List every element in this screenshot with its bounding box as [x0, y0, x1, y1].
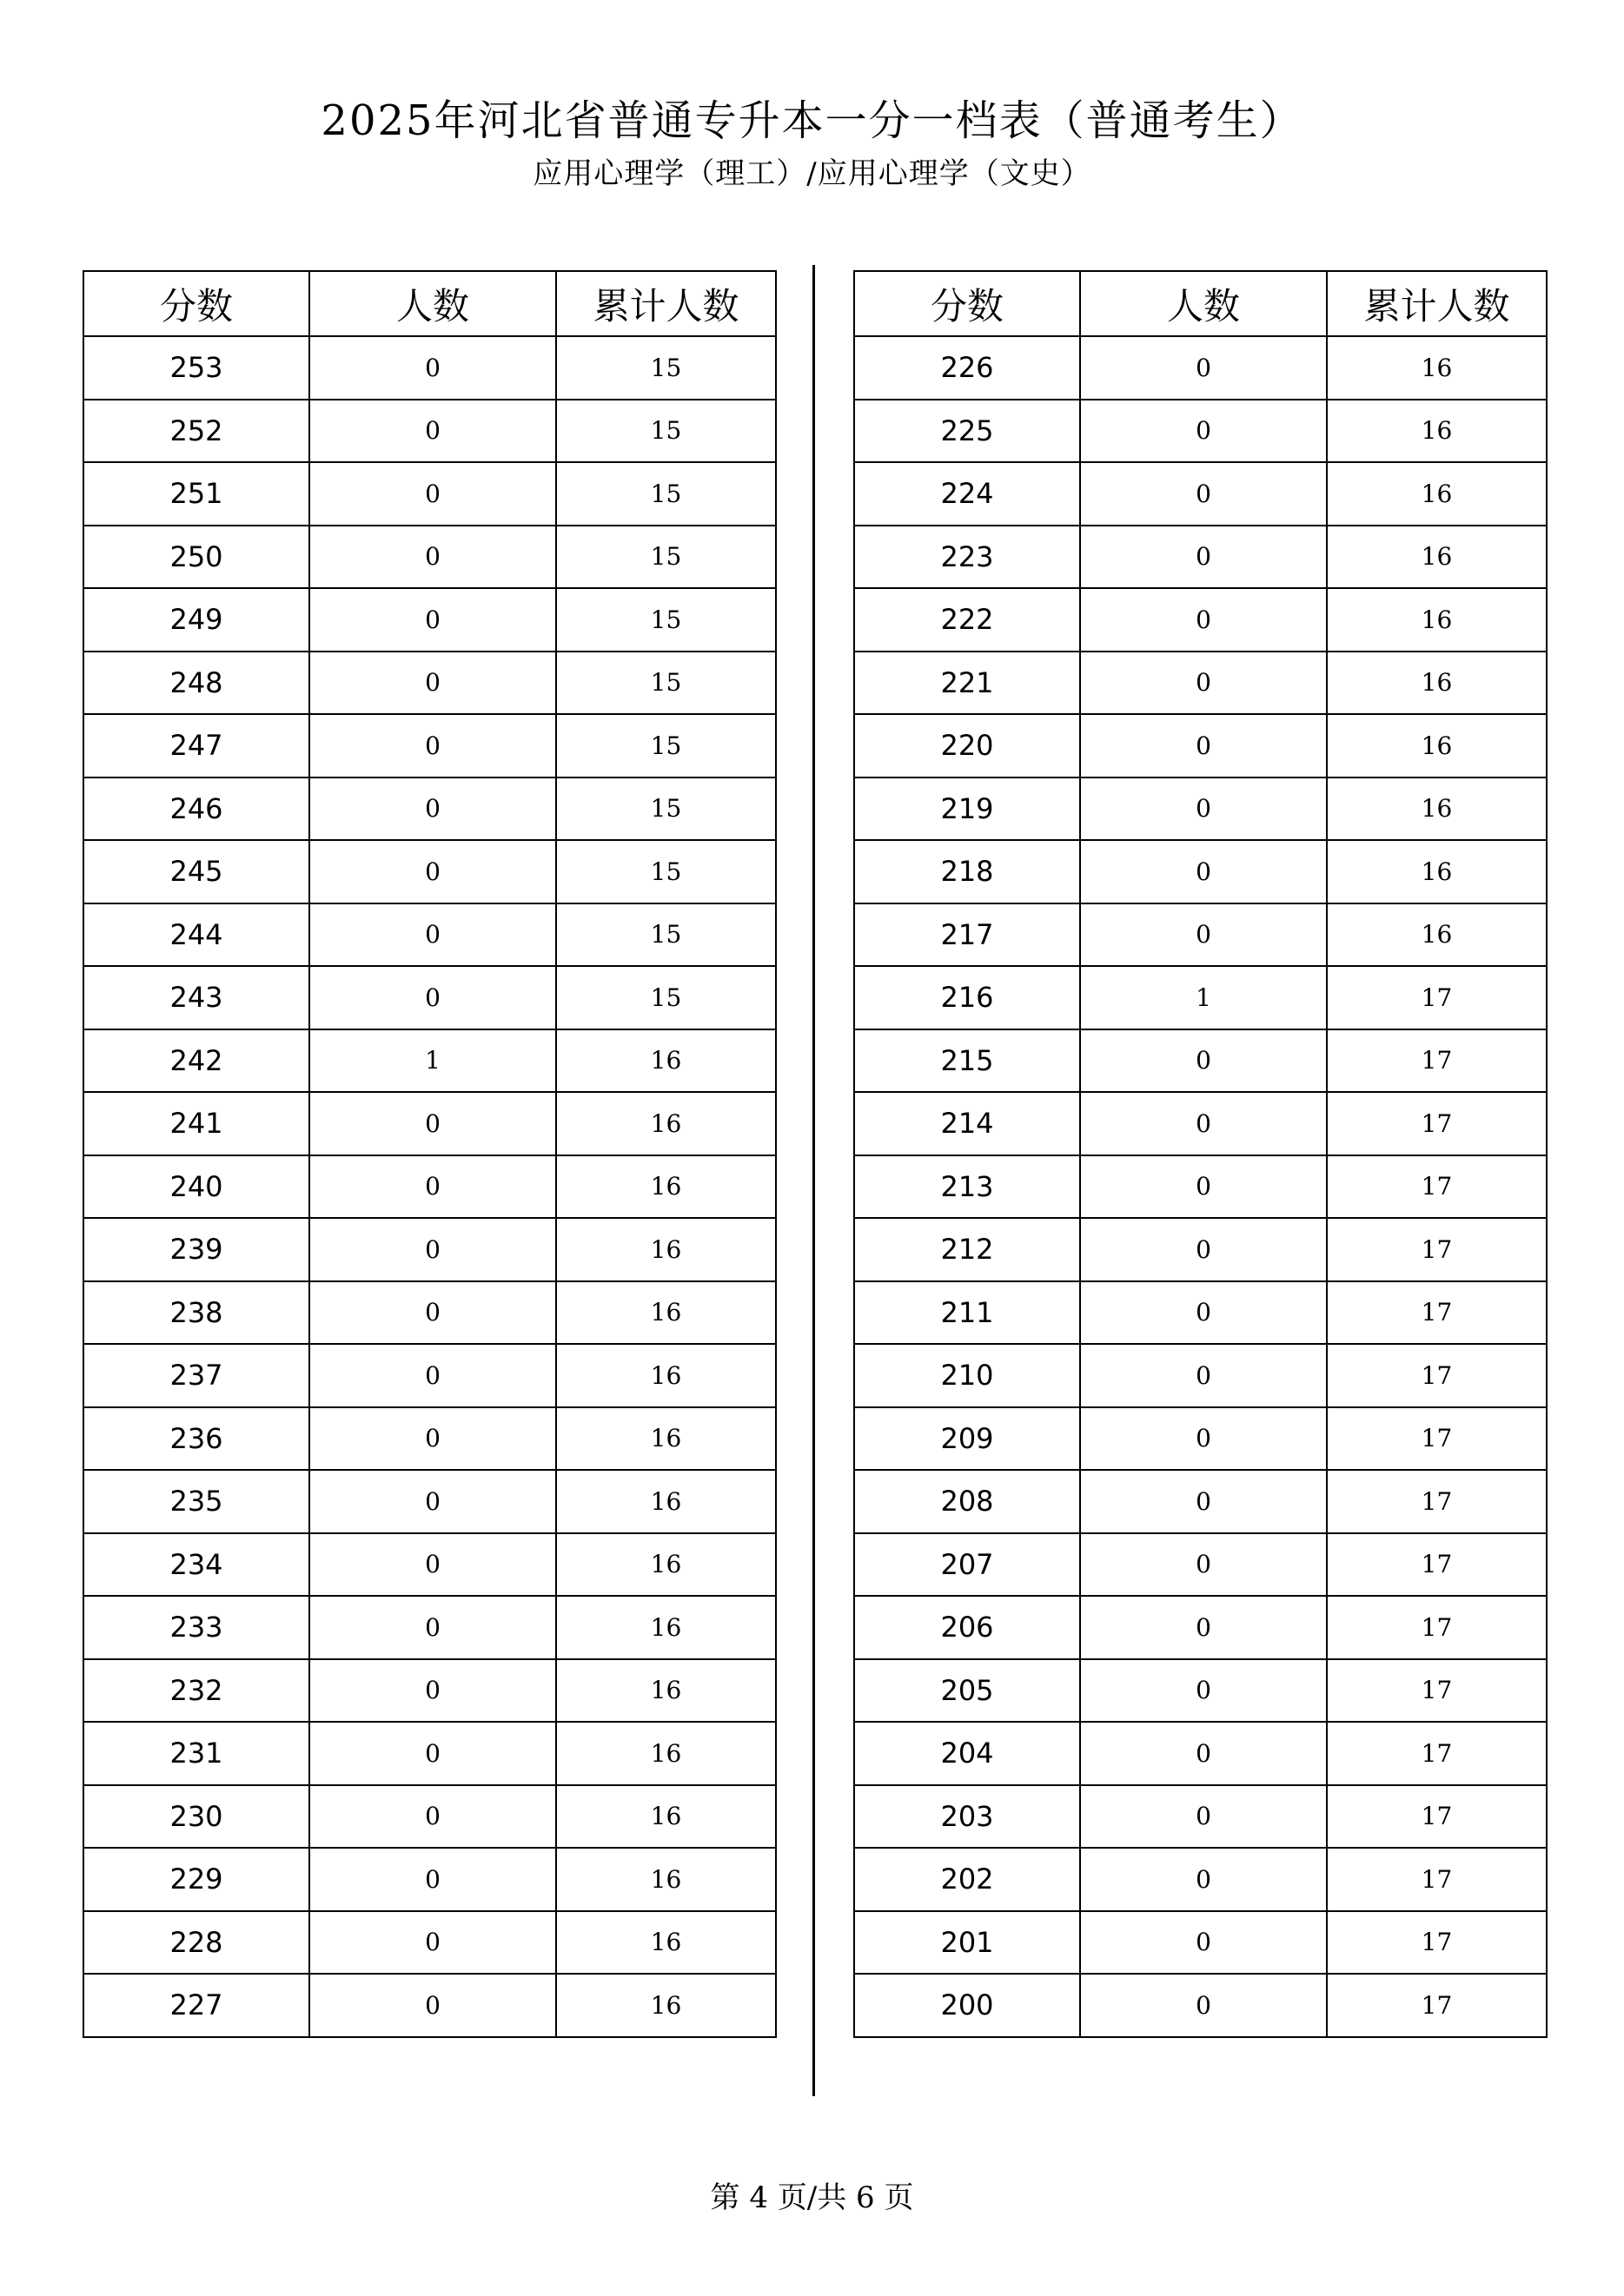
count-cell: 0 — [1080, 652, 1327, 715]
table-row — [83, 652, 776, 715]
score-table-left — [83, 270, 777, 2038]
score-cell: 233 — [83, 1596, 309, 1659]
table-row — [854, 1848, 1547, 1911]
table-row — [83, 1911, 776, 1975]
cumulative-cell: 16 — [1327, 588, 1547, 652]
count-cell: 0 — [309, 966, 556, 1029]
score-cell: 204 — [854, 1722, 1080, 1785]
table-header-row — [854, 271, 1547, 336]
count-cell: 0 — [1080, 588, 1327, 652]
score-cell: 205 — [854, 1659, 1080, 1723]
cumulative-cell: 17 — [1327, 1785, 1547, 1849]
count-cell: 0 — [309, 1155, 556, 1219]
count-cell: 0 — [1080, 1407, 1327, 1471]
score-cell: 243 — [83, 966, 309, 1029]
cumulative-cell: 17 — [1327, 966, 1547, 1029]
table-row — [83, 966, 776, 1029]
cumulative-cell: 17 — [1327, 1659, 1547, 1723]
table-row — [854, 1722, 1547, 1785]
table-row — [854, 840, 1547, 903]
count-cell: 1 — [309, 1029, 556, 1093]
score-cell: 216 — [854, 966, 1080, 1029]
cumulative-cell: 16 — [556, 1848, 776, 1911]
table-row — [854, 1974, 1547, 2037]
cumulative-cell: 16 — [556, 1029, 776, 1093]
count-cell: 0 — [309, 400, 556, 463]
count-cell: 0 — [1080, 462, 1327, 526]
header-score: 分数 — [83, 271, 309, 336]
cumulative-cell: 15 — [556, 903, 776, 967]
count-cell: 0 — [1080, 1155, 1327, 1219]
cumulative-cell: 17 — [1327, 1218, 1547, 1281]
cumulative-cell: 16 — [556, 1911, 776, 1975]
score-cell: 241 — [83, 1092, 309, 1155]
count-cell: 0 — [309, 1911, 556, 1975]
count-cell: 0 — [309, 714, 556, 777]
page-footer: 第 4 页/共 6 页 — [710, 2180, 914, 2215]
table-header-row — [83, 271, 776, 336]
table-row — [83, 588, 776, 652]
header-count: 人数 — [1080, 271, 1327, 336]
cumulative-cell: 16 — [1327, 400, 1547, 463]
table-row — [83, 1974, 776, 2037]
table-row — [83, 1470, 776, 1533]
table-row — [83, 1218, 776, 1281]
cumulative-cell: 16 — [556, 1659, 776, 1723]
cumulative-cell: 16 — [556, 1155, 776, 1219]
score-cell: 235 — [83, 1470, 309, 1533]
cumulative-cell: 15 — [556, 840, 776, 903]
cumulative-cell: 15 — [556, 400, 776, 463]
count-cell: 0 — [309, 1344, 556, 1407]
score-cell: 238 — [83, 1281, 309, 1345]
cumulative-cell: 15 — [556, 462, 776, 526]
table-row — [854, 652, 1547, 715]
cumulative-cell: 16 — [1327, 462, 1547, 526]
count-cell: 0 — [1080, 526, 1327, 589]
score-cell: 207 — [854, 1533, 1080, 1597]
score-cell: 200 — [854, 1974, 1080, 2037]
table-row — [83, 777, 776, 841]
score-cell: 248 — [83, 652, 309, 715]
table-row — [83, 714, 776, 777]
score-cell: 210 — [854, 1344, 1080, 1407]
score-cell: 246 — [83, 777, 309, 841]
score-cell: 206 — [854, 1596, 1080, 1659]
count-cell: 0 — [309, 1218, 556, 1281]
table-row — [83, 1281, 776, 1345]
count-cell: 0 — [1080, 1218, 1327, 1281]
table-row — [854, 462, 1547, 526]
score-cell: 247 — [83, 714, 309, 777]
table-row — [854, 1785, 1547, 1849]
table-row — [83, 1722, 776, 1785]
score-cell: 224 — [854, 462, 1080, 526]
count-cell: 0 — [1080, 1911, 1327, 1975]
score-cell: 228 — [83, 1911, 309, 1975]
count-cell: 0 — [1080, 714, 1327, 777]
table-row — [854, 966, 1547, 1029]
count-cell: 0 — [1080, 1029, 1327, 1093]
score-cell: 232 — [83, 1659, 309, 1723]
table-row — [854, 526, 1547, 589]
count-cell: 0 — [1080, 1722, 1327, 1785]
score-cell: 251 — [83, 462, 309, 526]
cumulative-cell: 15 — [556, 526, 776, 589]
cumulative-cell: 15 — [556, 714, 776, 777]
cumulative-cell: 17 — [1327, 1911, 1547, 1975]
cumulative-cell: 17 — [1327, 1092, 1547, 1155]
table-row — [83, 1848, 776, 1911]
cumulative-cell: 17 — [1327, 1407, 1547, 1471]
cumulative-cell: 17 — [1327, 1344, 1547, 1407]
cumulative-cell: 16 — [1327, 526, 1547, 589]
count-cell: 0 — [1080, 1533, 1327, 1597]
table-row — [83, 1659, 776, 1723]
cumulative-cell: 16 — [1327, 652, 1547, 715]
table-row — [854, 1092, 1547, 1155]
count-cell: 0 — [309, 1722, 556, 1785]
table-row — [854, 1596, 1547, 1659]
score-cell: 226 — [854, 336, 1080, 400]
count-cell: 0 — [309, 652, 556, 715]
score-cell: 234 — [83, 1533, 309, 1597]
cumulative-cell: 16 — [556, 1974, 776, 2037]
score-table-right — [853, 270, 1548, 2038]
count-cell: 1 — [1080, 966, 1327, 1029]
score-cell: 221 — [854, 652, 1080, 715]
table-row — [854, 714, 1547, 777]
cumulative-cell: 16 — [556, 1785, 776, 1849]
score-cell: 220 — [854, 714, 1080, 777]
table-row — [83, 1407, 776, 1471]
cumulative-cell: 17 — [1327, 1722, 1547, 1785]
count-cell: 0 — [309, 1281, 556, 1345]
cumulative-cell: 16 — [556, 1281, 776, 1345]
score-cell: 236 — [83, 1407, 309, 1471]
table-row — [83, 526, 776, 589]
table-row — [83, 400, 776, 463]
count-cell: 0 — [1080, 1092, 1327, 1155]
cumulative-cell: 15 — [556, 966, 776, 1029]
cumulative-cell: 16 — [1327, 840, 1547, 903]
cumulative-cell: 16 — [556, 1344, 776, 1407]
score-cell: 245 — [83, 840, 309, 903]
header-count: 人数 — [309, 271, 556, 336]
count-cell: 0 — [309, 1470, 556, 1533]
table-row — [854, 1344, 1547, 1407]
count-cell: 0 — [1080, 1344, 1327, 1407]
table-row — [854, 1281, 1547, 1345]
table-row — [83, 1596, 776, 1659]
table-row — [854, 1470, 1547, 1533]
score-cell: 231 — [83, 1722, 309, 1785]
score-cell: 252 — [83, 400, 309, 463]
count-cell: 0 — [1080, 840, 1327, 903]
cumulative-cell: 16 — [556, 1218, 776, 1281]
column-divider — [812, 265, 815, 2096]
count-cell: 0 — [1080, 400, 1327, 463]
table-row — [83, 462, 776, 526]
cumulative-cell: 16 — [1327, 714, 1547, 777]
score-cell: 223 — [854, 526, 1080, 589]
score-cell: 219 — [854, 777, 1080, 841]
table-row — [854, 400, 1547, 463]
score-cell: 230 — [83, 1785, 309, 1849]
score-cell: 209 — [854, 1407, 1080, 1471]
table-row — [83, 336, 776, 400]
count-cell: 0 — [1080, 1785, 1327, 1849]
cumulative-cell: 17 — [1327, 1155, 1547, 1219]
count-cell: 0 — [1080, 1281, 1327, 1345]
table-row — [83, 1533, 776, 1597]
count-cell: 0 — [309, 1848, 556, 1911]
table-row — [854, 1218, 1547, 1281]
table-row — [854, 1533, 1547, 1597]
count-cell: 0 — [309, 1533, 556, 1597]
page-subtitle: 应用心理学（理工）/应用心理学（文史） — [533, 156, 1091, 191]
score-cell: 214 — [854, 1092, 1080, 1155]
score-cell: 253 — [83, 336, 309, 400]
score-cell: 244 — [83, 903, 309, 967]
count-cell: 0 — [1080, 1596, 1327, 1659]
header-score: 分数 — [854, 271, 1080, 336]
count-cell: 0 — [309, 462, 556, 526]
cumulative-cell: 17 — [1327, 1470, 1547, 1533]
count-cell: 0 — [309, 1407, 556, 1471]
cumulative-cell: 16 — [556, 1407, 776, 1471]
cumulative-cell: 17 — [1327, 1974, 1547, 2037]
count-cell: 0 — [1080, 336, 1327, 400]
table-row — [854, 336, 1547, 400]
count-cell: 0 — [1080, 1848, 1327, 1911]
table-row — [854, 1911, 1547, 1975]
score-cell: 242 — [83, 1029, 309, 1093]
score-cell: 239 — [83, 1218, 309, 1281]
cumulative-cell: 15 — [556, 777, 776, 841]
score-cell: 202 — [854, 1848, 1080, 1911]
score-cell: 212 — [854, 1218, 1080, 1281]
table-row — [854, 588, 1547, 652]
count-cell: 0 — [309, 336, 556, 400]
cumulative-cell: 17 — [1327, 1281, 1547, 1345]
score-cell: 217 — [854, 903, 1080, 967]
score-cell: 213 — [854, 1155, 1080, 1219]
cumulative-cell: 16 — [556, 1533, 776, 1597]
header-cumulative: 累计人数 — [1327, 271, 1547, 336]
table-row — [83, 1092, 776, 1155]
table-row — [854, 903, 1547, 967]
count-cell: 0 — [309, 1092, 556, 1155]
cumulative-cell: 16 — [556, 1722, 776, 1785]
count-cell: 0 — [309, 840, 556, 903]
count-cell: 0 — [1080, 1470, 1327, 1533]
table-row — [83, 1029, 776, 1093]
table-row — [854, 1155, 1547, 1219]
score-cell: 240 — [83, 1155, 309, 1219]
score-cell: 237 — [83, 1344, 309, 1407]
count-cell: 0 — [1080, 777, 1327, 841]
count-cell: 0 — [309, 777, 556, 841]
count-cell: 0 — [1080, 1974, 1327, 2037]
cumulative-cell: 17 — [1327, 1848, 1547, 1911]
cumulative-cell: 16 — [1327, 336, 1547, 400]
table-row — [854, 1029, 1547, 1093]
count-cell: 0 — [309, 903, 556, 967]
table-row — [854, 777, 1547, 841]
cumulative-cell: 17 — [1327, 1533, 1547, 1597]
count-cell: 0 — [309, 1659, 556, 1723]
cumulative-cell: 17 — [1327, 1596, 1547, 1659]
count-cell: 0 — [1080, 903, 1327, 967]
table-row — [854, 1407, 1547, 1471]
table-row — [83, 840, 776, 903]
score-cell: 208 — [854, 1470, 1080, 1533]
cumulative-cell: 16 — [1327, 777, 1547, 841]
table-row — [83, 1155, 776, 1219]
table-row — [854, 1659, 1547, 1723]
count-cell: 0 — [309, 1596, 556, 1659]
table-row — [83, 1785, 776, 1849]
table-row — [83, 1344, 776, 1407]
count-cell: 0 — [309, 588, 556, 652]
score-cell: 249 — [83, 588, 309, 652]
table-row — [83, 903, 776, 967]
cumulative-cell: 16 — [556, 1092, 776, 1155]
cumulative-cell: 15 — [556, 652, 776, 715]
score-cell: 218 — [854, 840, 1080, 903]
cumulative-cell: 15 — [556, 588, 776, 652]
cumulative-cell: 16 — [556, 1596, 776, 1659]
score-cell: 215 — [854, 1029, 1080, 1093]
score-cell: 201 — [854, 1911, 1080, 1975]
count-cell: 0 — [309, 1785, 556, 1849]
cumulative-cell: 16 — [556, 1470, 776, 1533]
count-cell: 0 — [1080, 1659, 1327, 1723]
cumulative-cell: 17 — [1327, 1029, 1547, 1093]
score-cell: 225 — [854, 400, 1080, 463]
score-cell: 211 — [854, 1281, 1080, 1345]
count-cell: 0 — [309, 526, 556, 589]
score-cell: 222 — [854, 588, 1080, 652]
score-cell: 227 — [83, 1974, 309, 2037]
header-cumulative: 累计人数 — [556, 271, 776, 336]
page-title: 2025年河北省普通专升本一分一档表（普通考生） — [321, 96, 1303, 145]
score-cell: 203 — [854, 1785, 1080, 1849]
cumulative-cell: 15 — [556, 336, 776, 400]
score-cell: 229 — [83, 1848, 309, 1911]
count-cell: 0 — [309, 1974, 556, 2037]
cumulative-cell: 16 — [1327, 903, 1547, 967]
score-cell: 250 — [83, 526, 309, 589]
